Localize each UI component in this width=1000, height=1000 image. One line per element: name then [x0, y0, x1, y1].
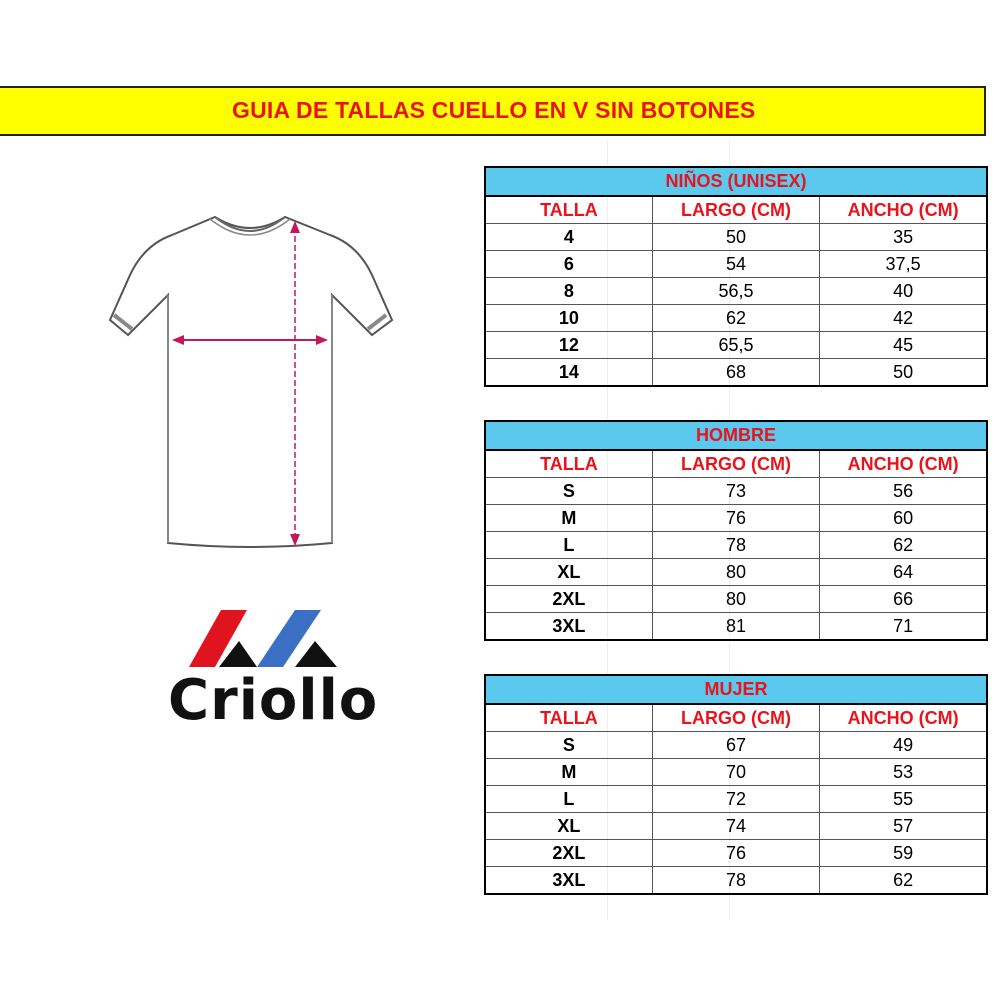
- brand-name: Criollo: [168, 668, 379, 733]
- cell-talla: 8: [485, 278, 652, 305]
- cell-ancho: 57: [820, 813, 987, 840]
- table-row: [485, 251, 987, 278]
- size-table-hombre: [484, 420, 988, 641]
- column-header-largo: LARGO (CM): [652, 450, 819, 478]
- cell-talla: S: [485, 732, 652, 759]
- table-row: [485, 813, 987, 840]
- cell-ancho: 42: [820, 305, 987, 332]
- column-header-talla: TALLA: [485, 450, 652, 478]
- cell-largo: 54: [652, 251, 819, 278]
- cell-talla: M: [485, 505, 652, 532]
- cell-ancho: 71: [820, 613, 987, 641]
- table-title: HOMBRE: [485, 421, 987, 450]
- cell-largo: 72: [652, 786, 819, 813]
- cell-talla: 4: [485, 224, 652, 251]
- table-row: [485, 840, 987, 867]
- cell-ancho: 53: [820, 759, 987, 786]
- cell-largo: 62: [652, 305, 819, 332]
- cell-largo: 68: [652, 359, 819, 387]
- table-row: [485, 732, 987, 759]
- cell-talla: 6: [485, 251, 652, 278]
- size-table-ninos: [484, 166, 988, 387]
- column-header-largo: LARGO (CM): [652, 704, 819, 732]
- cell-talla: S: [485, 478, 652, 505]
- cell-largo: 70: [652, 759, 819, 786]
- table-row: [485, 278, 987, 305]
- table-title: NIÑOS (UNISEX): [485, 167, 987, 196]
- table-row: [485, 559, 987, 586]
- page-title: GUIA DE TALLAS CUELLO EN V SIN BOTONES: [232, 97, 756, 123]
- cell-ancho: 45: [820, 332, 987, 359]
- table-row: [485, 867, 987, 895]
- cell-largo: 74: [652, 813, 819, 840]
- cell-talla: 14: [485, 359, 652, 387]
- table-row: [485, 586, 987, 613]
- cell-ancho: 62: [820, 867, 987, 895]
- column-header-talla: TALLA: [485, 196, 652, 224]
- cell-largo: 81: [652, 613, 819, 641]
- cell-talla: XL: [485, 813, 652, 840]
- cell-ancho: 60: [820, 505, 987, 532]
- cell-ancho: 59: [820, 840, 987, 867]
- cell-largo: 50: [652, 224, 819, 251]
- criollo-logo-icon: [165, 605, 345, 675]
- cell-largo: 76: [652, 505, 819, 532]
- cell-largo: 65,5: [652, 332, 819, 359]
- column-header-largo: LARGO (CM): [652, 196, 819, 224]
- cell-ancho: 37,5: [820, 251, 987, 278]
- tshirt-measurement-icon: [100, 205, 400, 555]
- column-header-ancho: ANCHO (CM): [820, 196, 987, 224]
- table-row: [485, 359, 987, 387]
- cell-ancho: 62: [820, 532, 987, 559]
- cell-ancho: 50: [820, 359, 987, 387]
- cell-ancho: 55: [820, 786, 987, 813]
- cell-talla: L: [485, 532, 652, 559]
- column-header-talla: TALLA: [485, 704, 652, 732]
- cell-largo: 78: [652, 532, 819, 559]
- cell-talla: 2XL: [485, 840, 652, 867]
- table-row: [485, 613, 987, 641]
- cell-largo: 76: [652, 840, 819, 867]
- cell-talla: 3XL: [485, 613, 652, 641]
- table-row: [485, 759, 987, 786]
- cell-talla: 12: [485, 332, 652, 359]
- cell-talla: XL: [485, 559, 652, 586]
- cell-largo: 80: [652, 586, 819, 613]
- cell-talla: L: [485, 786, 652, 813]
- cell-largo: 67: [652, 732, 819, 759]
- table-row: [485, 532, 987, 559]
- cell-ancho: 64: [820, 559, 987, 586]
- cell-ancho: 40: [820, 278, 987, 305]
- cell-talla: 2XL: [485, 586, 652, 613]
- cell-ancho: 56: [820, 478, 987, 505]
- table-row: [485, 478, 987, 505]
- cell-largo: 78: [652, 867, 819, 895]
- cell-ancho: 49: [820, 732, 987, 759]
- table-row: [485, 505, 987, 532]
- table-row: [485, 305, 987, 332]
- cell-largo: 80: [652, 559, 819, 586]
- table-row: [485, 786, 987, 813]
- cell-largo: 56,5: [652, 278, 819, 305]
- cell-largo: 73: [652, 478, 819, 505]
- table-row: [485, 224, 987, 251]
- table-row: [485, 332, 987, 359]
- column-header-ancho: ANCHO (CM): [820, 704, 987, 732]
- cell-talla: 3XL: [485, 867, 652, 895]
- title-banner: [0, 86, 986, 136]
- cell-talla: 10: [485, 305, 652, 332]
- column-header-ancho: ANCHO (CM): [820, 450, 987, 478]
- cell-ancho: 66: [820, 586, 987, 613]
- cell-talla: M: [485, 759, 652, 786]
- cell-ancho: 35: [820, 224, 987, 251]
- size-table-mujer: [484, 674, 988, 895]
- table-title: MUJER: [485, 675, 987, 704]
